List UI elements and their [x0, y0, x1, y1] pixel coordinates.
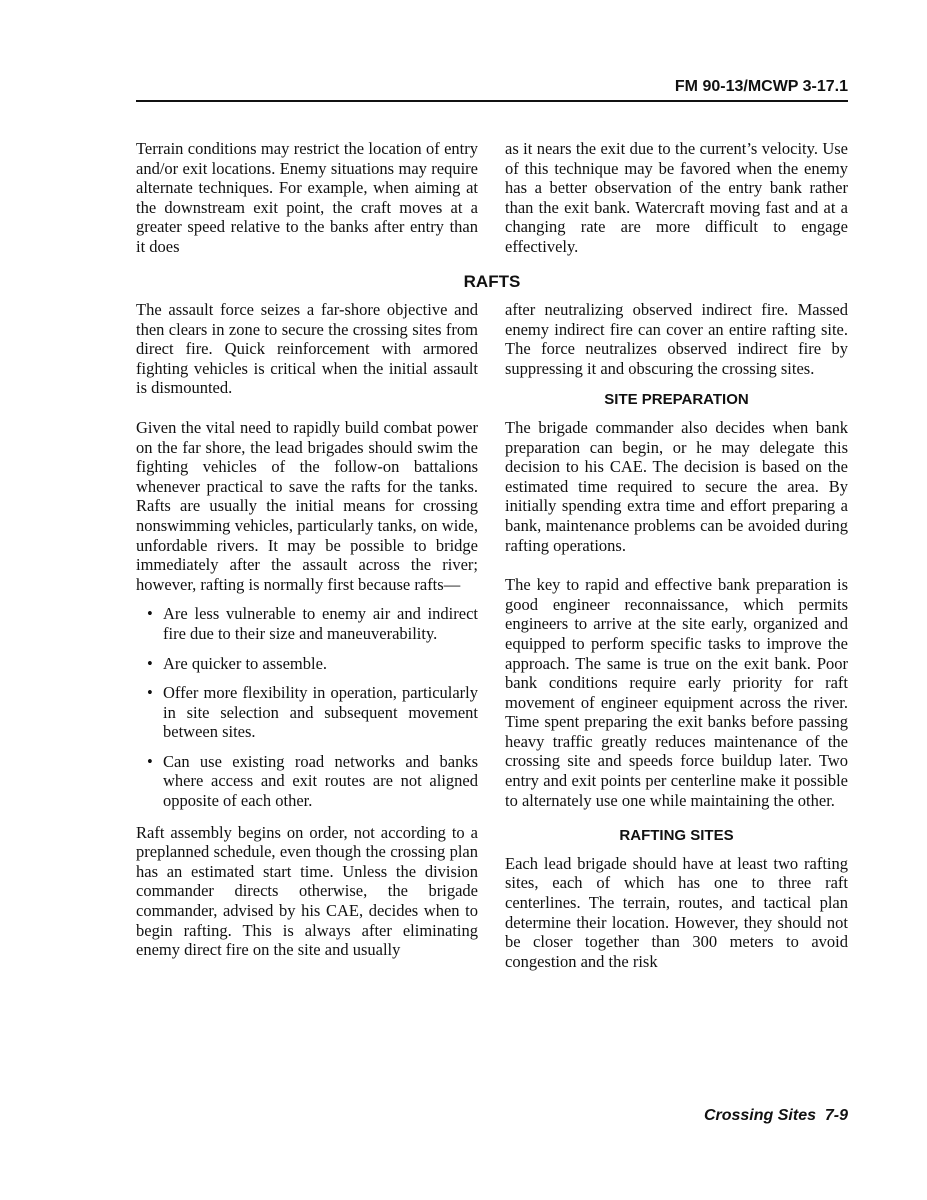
right-column [505, 300, 848, 971]
paragraph: Given the vital need to rapidly build combat power on the far shore, the lead brigades should swim the fighting vehicles of the follow-on battalions whenever practical to save the rafts for the tanks. Rafts are usually the initial means for crossing nonswimming vehicles, particularly tanks, on wide, unfordable rivers. It may be possible to bridge immediately after the assault across the river; however, rafting is normally first because rafts— [136, 417, 478, 594]
paragraph: after neutralizing observed indirect fire. Massed enemy indirect fire can cover an entire rafting site. The force neutralizes observed indirect fire by suppressing it and obscuring the crossing sites. [505, 300, 848, 378]
section-title: Crossing Sites [703, 1107, 816, 1124]
paragraph: as it nears the exit due to the current’s velocity. Use of this technique may be favored when the enemy has a better observation of the entry bank rather than the exit bank. Watercraft moving fast and at a changing rate are more difficult to engage effectively. [505, 139, 848, 256]
document-id: FM 90-13/MCWP 3-17.1 [674, 78, 848, 95]
list-item: • Are quicker to assemble. [147, 653, 328, 673]
left-column [136, 300, 478, 960]
bullet-list [136, 604, 478, 810]
paragraph: The brigade commander also decides when bank preparation can begin, or he may delegate this decision to his CAE. The decision is based on the estimated time required to secure the area. By initially spending extra time and effort preparing a bank, maintenance problems can be avoided during rafting operations. [505, 417, 848, 555]
rafts-heading: RAFTS [463, 272, 521, 291]
list-item: • Are less vulnerable to enemy air and indirect fire due to their size and maneuverability. [147, 604, 478, 643]
paragraph: The assault force seizes a far-shore objective and then clears in zone to secure the crossing sites from direct fire. Quick reinforcement with armored fighting vehicles is critical when the initial assault is dismounted. [136, 300, 478, 398]
page-footer [704, 1107, 848, 1125]
paragraph: Each lead brigade should have at least two rafting sites, each of which has one to three raft centerlines. The terrain, routes, and tactical plan determine their location. However, they should not be closer together than 300 meters to avoid congestion and the risk [505, 853, 848, 971]
bullet-icon: • [147, 751, 153, 771]
intro-right-text [505, 139, 848, 257]
list-item: • Can use existing road networks and banks where access and exit routes are not aligned opposite of each other. [147, 751, 478, 811]
bullet-icon: • [147, 604, 153, 624]
site-preparation-heading: SITE PREPARATION [604, 391, 749, 409]
paragraph: The key to rapid and effective bank preparation is good engineer reconnaissance, which permits engineers to arrive at the site early, organized and equipped to perform specific tasks to improve the approach. The same is true on the exit bank. Poor bank conditions require early priority for raft movement of engineer equipment across the river. Time spent preparing the exit banks before passing heavy traffic greatly reduces maintenance of the crossing site and speeds force buildup later. Two entry and exit points per centerline make it possible to alternately use one while maintaining the other. [505, 575, 848, 810]
intro-left-text [136, 139, 478, 257]
bullet-icon: • [147, 653, 153, 673]
page-header [136, 78, 848, 102]
bullet-icon: • [147, 683, 153, 703]
page-number: 7-9 [824, 1107, 848, 1124]
paragraph: Terrain conditions may restrict the location of entry and/or exit locations. Enemy situations may require alternate techniques. For example, when aiming at the downstream exit point, the craft moves at a greater speed relative to the banks after entry than it does [136, 139, 478, 256]
paragraph: Raft assembly begins on order, not according to a preplanned schedule, even though the crossing plan has an estimated start time. Unless the division commander directs otherwise, the brigade commander, advised by his CAE, decides when to begin rafting. This is always after eliminating enemy direct fire on the site and usually [136, 822, 478, 960]
rafting-sites-heading: RAFTING SITES [619, 827, 734, 845]
list-item: • Offer more flexibility in operation, particularly in site selection and subsequent movement between sites. [147, 683, 478, 742]
